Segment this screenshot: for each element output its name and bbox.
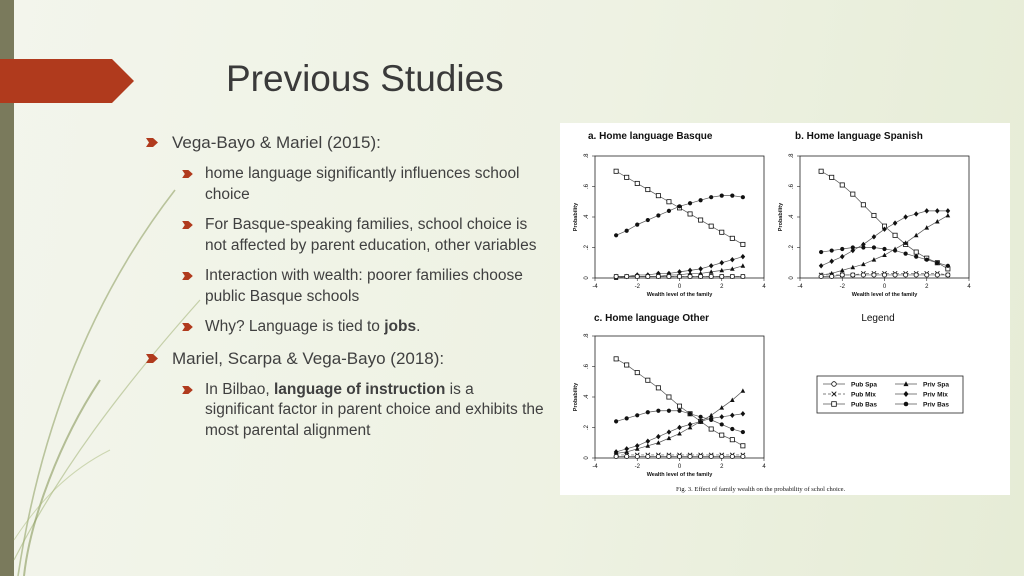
y-tick-label: .8 [584, 333, 590, 339]
data-point-circle [709, 195, 713, 199]
y-axis-label: Probability [573, 382, 579, 412]
data-point-circle [677, 409, 681, 413]
legend-marker [832, 382, 837, 387]
data-point-open-circle [688, 454, 692, 458]
data-point-open-circle [699, 454, 703, 458]
y-tick-label: .4 [789, 214, 795, 220]
data-point-circle [830, 248, 834, 252]
title-accent-arrow [0, 59, 134, 103]
data-point-square [625, 175, 629, 179]
data-point-square [840, 183, 844, 187]
x-tick-label: 2 [720, 284, 724, 290]
data-point-diamond [667, 429, 672, 434]
data-point-open-circle [882, 273, 886, 277]
x-tick-label: -2 [634, 464, 640, 470]
bullet-list [146, 132, 546, 451]
data-point-triangle [677, 431, 682, 435]
data-point-triangle [872, 257, 877, 261]
figure-caption: Fig. 3. Effect of family wealth on the probability of schol choice. [676, 486, 846, 493]
y-tick-label: .6 [584, 363, 590, 370]
x-tick-label: -2 [634, 284, 640, 290]
y-tick-label: .4 [584, 214, 590, 220]
chart-title: a. Home language Basque [588, 131, 713, 142]
sub-bullet-item [182, 266, 546, 307]
sub-bullet-text: For Basque-speaking families, school choice is not affected by parent education, other variables [205, 216, 537, 254]
data-point-open-circle [646, 454, 650, 458]
data-point-circle [656, 213, 660, 217]
data-point-circle [904, 252, 908, 256]
data-point-circle [741, 195, 745, 199]
legend-label: Pub Bas [851, 401, 878, 409]
bold-text: jobs [384, 318, 417, 335]
data-point-triangle [946, 213, 951, 217]
data-point-open-circle [635, 274, 639, 278]
data-point-square [720, 433, 724, 437]
data-point-open-circle [667, 454, 671, 458]
data-point-open-circle [730, 454, 734, 458]
data-point-diamond [829, 258, 834, 263]
data-point-circle [946, 264, 950, 268]
y-tick-label: .4 [584, 394, 590, 400]
legend-label: Pub Spa [851, 381, 878, 389]
data-point-open-circle [635, 454, 639, 458]
data-point-square [656, 194, 660, 198]
x-tick-label: -4 [592, 464, 598, 470]
bullet-item [146, 348, 546, 370]
data-point-triangle [861, 262, 866, 266]
data-point-circle [635, 223, 639, 227]
data-point-diamond [893, 220, 898, 225]
data-point-open-circle [946, 273, 950, 277]
data-point-square [614, 357, 618, 361]
text-run: In Bilbao, [205, 380, 274, 398]
data-point-square [720, 230, 724, 234]
plot-frame [595, 336, 764, 458]
data-point-open-circle [872, 273, 876, 277]
data-point-open-circle [840, 273, 844, 277]
series-markers [819, 213, 950, 277]
y-tick-label: .2 [584, 424, 590, 431]
data-point-square [677, 404, 681, 408]
data-point-circle [656, 409, 660, 413]
data-point-circle [625, 416, 629, 420]
series-line [616, 391, 743, 454]
bold-text: language of instruction [273, 380, 446, 398]
data-point-triangle [914, 233, 919, 237]
data-point-open-circle [709, 274, 713, 278]
chevron-arrow-icon [182, 221, 193, 229]
data-point-diamond [935, 208, 940, 213]
data-point-open-circle [677, 274, 681, 278]
y-tick-label: .8 [584, 153, 590, 159]
data-point-triangle [741, 388, 746, 392]
data-point-triangle [893, 247, 898, 251]
data-point-square [872, 213, 876, 217]
data-point-triangle [882, 253, 887, 257]
y-axis-label: Probability [573, 202, 579, 232]
data-point-diamond [709, 263, 714, 268]
figure-canvas [560, 123, 1010, 495]
data-point-square [893, 233, 897, 237]
data-point-circle [614, 233, 618, 237]
legend-label: Priv Mix [923, 391, 948, 399]
text-run: is a significant factor in parent choice and exhibits the most parental alignment [205, 380, 544, 439]
data-point-square [667, 395, 671, 399]
data-point-square [699, 218, 703, 222]
x-tick-label: 4 [762, 284, 766, 290]
data-point-circle [904, 402, 909, 407]
slide-title: Previous Studies [226, 58, 504, 99]
data-point-open-circle [851, 273, 855, 277]
chevron-arrow-icon [182, 323, 193, 331]
data-point-circle [646, 218, 650, 222]
x-tick-label: 0 [677, 284, 682, 290]
data-point-diamond [741, 254, 746, 259]
data-point-open-circle [832, 382, 837, 387]
bullet-text: Vega-Bayo & Mariel (2015): [172, 133, 381, 152]
data-point-square [832, 402, 837, 407]
y-axis-label: Probability [778, 202, 784, 232]
data-point-square [830, 175, 834, 179]
data-point-circle [699, 198, 703, 202]
data-point-circle [819, 250, 823, 254]
data-point-open-circle [819, 274, 823, 278]
data-point-diamond [819, 263, 824, 268]
x-axis-label: Wealth level of the family [646, 472, 713, 478]
sub-bullet-text: home language significantly influences school choice [205, 165, 520, 203]
data-point-circle [914, 255, 918, 259]
chevron-arrow-icon [182, 170, 193, 178]
data-point-circle [730, 427, 734, 431]
data-point-square [741, 242, 745, 246]
sub-bullet-item [182, 215, 546, 256]
data-point-open-circle [614, 274, 618, 278]
series-markers [614, 388, 745, 455]
data-point-diamond [924, 208, 929, 213]
data-point-square [914, 250, 918, 254]
text-run: Why? Language is tied to [205, 318, 385, 335]
data-point-circle [667, 209, 671, 213]
x-tick-label: 0 [677, 464, 682, 470]
data-point-open-circle [625, 454, 629, 458]
bullet-item [146, 132, 546, 154]
data-point-square [730, 236, 734, 240]
plot-frame [595, 156, 764, 278]
series-line [616, 196, 743, 236]
data-point-diamond [646, 438, 651, 443]
data-point-open-circle [625, 274, 629, 278]
data-point-square [667, 200, 671, 204]
data-point-circle [635, 413, 639, 417]
sub-bullet-text [205, 380, 546, 442]
y-tick-label: .6 [789, 183, 795, 190]
data-point-circle [840, 247, 844, 251]
y-tick-label: .2 [584, 244, 590, 251]
data-point-square [730, 438, 734, 442]
data-point-square [625, 363, 629, 367]
y-tick-label: .8 [789, 153, 795, 159]
data-point-open-circle [741, 274, 745, 278]
chevron-arrow-icon [146, 354, 158, 363]
series-markers [614, 194, 745, 238]
data-point-diamond [741, 411, 746, 416]
data-point-diamond [656, 434, 661, 439]
sub-bullet-text [205, 317, 420, 338]
y-tick-label: 0 [789, 276, 795, 280]
legend-marker [832, 402, 837, 407]
data-point-circle [741, 430, 745, 434]
data-point-open-circle [677, 454, 681, 458]
data-point-diamond [730, 257, 735, 262]
text-run: . [416, 318, 421, 335]
data-point-circle [625, 229, 629, 233]
x-tick-label: -2 [839, 284, 845, 290]
data-point-circle [935, 261, 939, 265]
legend-label: Priv Spa [923, 381, 950, 389]
sub-bullet-text: Interaction with wealth: poorer families choose public Basque schools [205, 267, 523, 305]
legend-marker [904, 402, 909, 407]
data-point-square [646, 187, 650, 191]
data-point-open-circle [709, 454, 713, 458]
data-point-open-circle [741, 454, 745, 458]
y-tick-label: .2 [789, 244, 795, 251]
series-markers [614, 409, 745, 435]
data-point-circle [646, 410, 650, 414]
data-point-open-circle [656, 454, 660, 458]
legend-title: Legend [861, 313, 895, 324]
y-tick-label: 0 [584, 456, 590, 460]
data-point-square [656, 386, 660, 390]
data-point-open-circle [720, 274, 724, 278]
data-point-open-circle [614, 454, 618, 458]
data-point-open-circle [667, 274, 671, 278]
data-point-circle [688, 201, 692, 205]
x-tick-label: 2 [925, 284, 929, 290]
data-point-diamond [730, 413, 735, 418]
y-tick-label: .6 [584, 183, 590, 190]
data-point-circle [614, 419, 618, 423]
legend-label: Priv Bas [923, 401, 950, 409]
figure-panel [560, 123, 1010, 495]
x-tick-label: -4 [592, 284, 598, 290]
bullet-text: Mariel, Scarpa & Vega-Bayo (2018): [172, 348, 445, 368]
data-point-diamond [946, 208, 951, 213]
x-axis-label: Wealth level of the family [646, 292, 713, 298]
x-tick-label: -4 [797, 284, 803, 290]
chevron-arrow-icon [182, 272, 193, 280]
data-point-diamond [903, 214, 908, 219]
sub-bullet-item [182, 164, 546, 205]
data-point-diamond [698, 266, 703, 271]
data-point-square [709, 224, 713, 228]
data-point-triangle [924, 225, 929, 229]
data-point-circle [699, 415, 703, 419]
y-tick-label: 0 [584, 276, 590, 280]
data-point-triangle [688, 425, 693, 429]
data-point-diamond [872, 234, 877, 239]
data-point-circle [720, 194, 724, 198]
data-point-diamond [677, 425, 682, 430]
data-point-triangle [709, 413, 714, 417]
sub-bullet-item [182, 317, 546, 338]
chevron-arrow-icon [182, 386, 193, 394]
data-point-diamond [840, 254, 845, 259]
data-point-square [741, 444, 745, 448]
data-point-open-circle [730, 274, 734, 278]
data-point-open-circle [646, 274, 650, 278]
x-tick-label: 4 [762, 464, 766, 470]
data-point-triangle [667, 436, 672, 440]
data-point-square [819, 169, 823, 173]
x-tick-label: 2 [720, 464, 724, 470]
chart-title: b. Home language Spanish [795, 131, 923, 142]
data-point-triangle [741, 263, 746, 267]
x-tick-label: 0 [882, 284, 887, 290]
chevron-arrow-icon [146, 138, 158, 147]
data-point-open-circle [893, 273, 897, 277]
plot-frame [800, 156, 969, 278]
data-point-circle [872, 245, 876, 249]
data-point-open-circle [914, 273, 918, 277]
data-point-square [861, 203, 865, 207]
data-point-circle [667, 409, 671, 413]
data-point-open-circle [699, 274, 703, 278]
data-point-circle [677, 204, 681, 208]
data-point-square [635, 371, 639, 375]
data-point-circle [720, 422, 724, 426]
data-point-diamond [914, 211, 919, 216]
data-point-open-circle [935, 273, 939, 277]
data-point-open-circle [656, 274, 660, 278]
data-point-open-circle [904, 273, 908, 277]
data-point-triangle [719, 405, 724, 409]
data-point-circle [882, 247, 886, 251]
data-point-open-circle [688, 274, 692, 278]
data-point-square [688, 212, 692, 216]
data-point-square [709, 427, 713, 431]
chart-title: c. Home language Other [594, 313, 710, 324]
data-point-diamond [719, 414, 724, 419]
data-point-open-circle [720, 454, 724, 458]
data-point-square [646, 378, 650, 382]
data-point-square [635, 181, 639, 185]
data-point-open-circle [925, 273, 929, 277]
data-point-circle [730, 194, 734, 198]
data-point-triangle [656, 440, 661, 444]
legend-label: Pub Mix [851, 391, 876, 399]
data-point-circle [925, 258, 929, 262]
data-point-diamond [719, 260, 724, 265]
data-point-square [614, 169, 618, 173]
data-point-circle [688, 412, 692, 416]
sub-bullet-item [182, 380, 546, 442]
data-point-square [851, 192, 855, 196]
x-axis-label: Wealth level of the family [851, 292, 918, 298]
x-tick-label: 4 [967, 284, 971, 290]
data-point-triangle [935, 219, 940, 223]
data-point-open-circle [861, 273, 865, 277]
data-point-open-circle [830, 274, 834, 278]
